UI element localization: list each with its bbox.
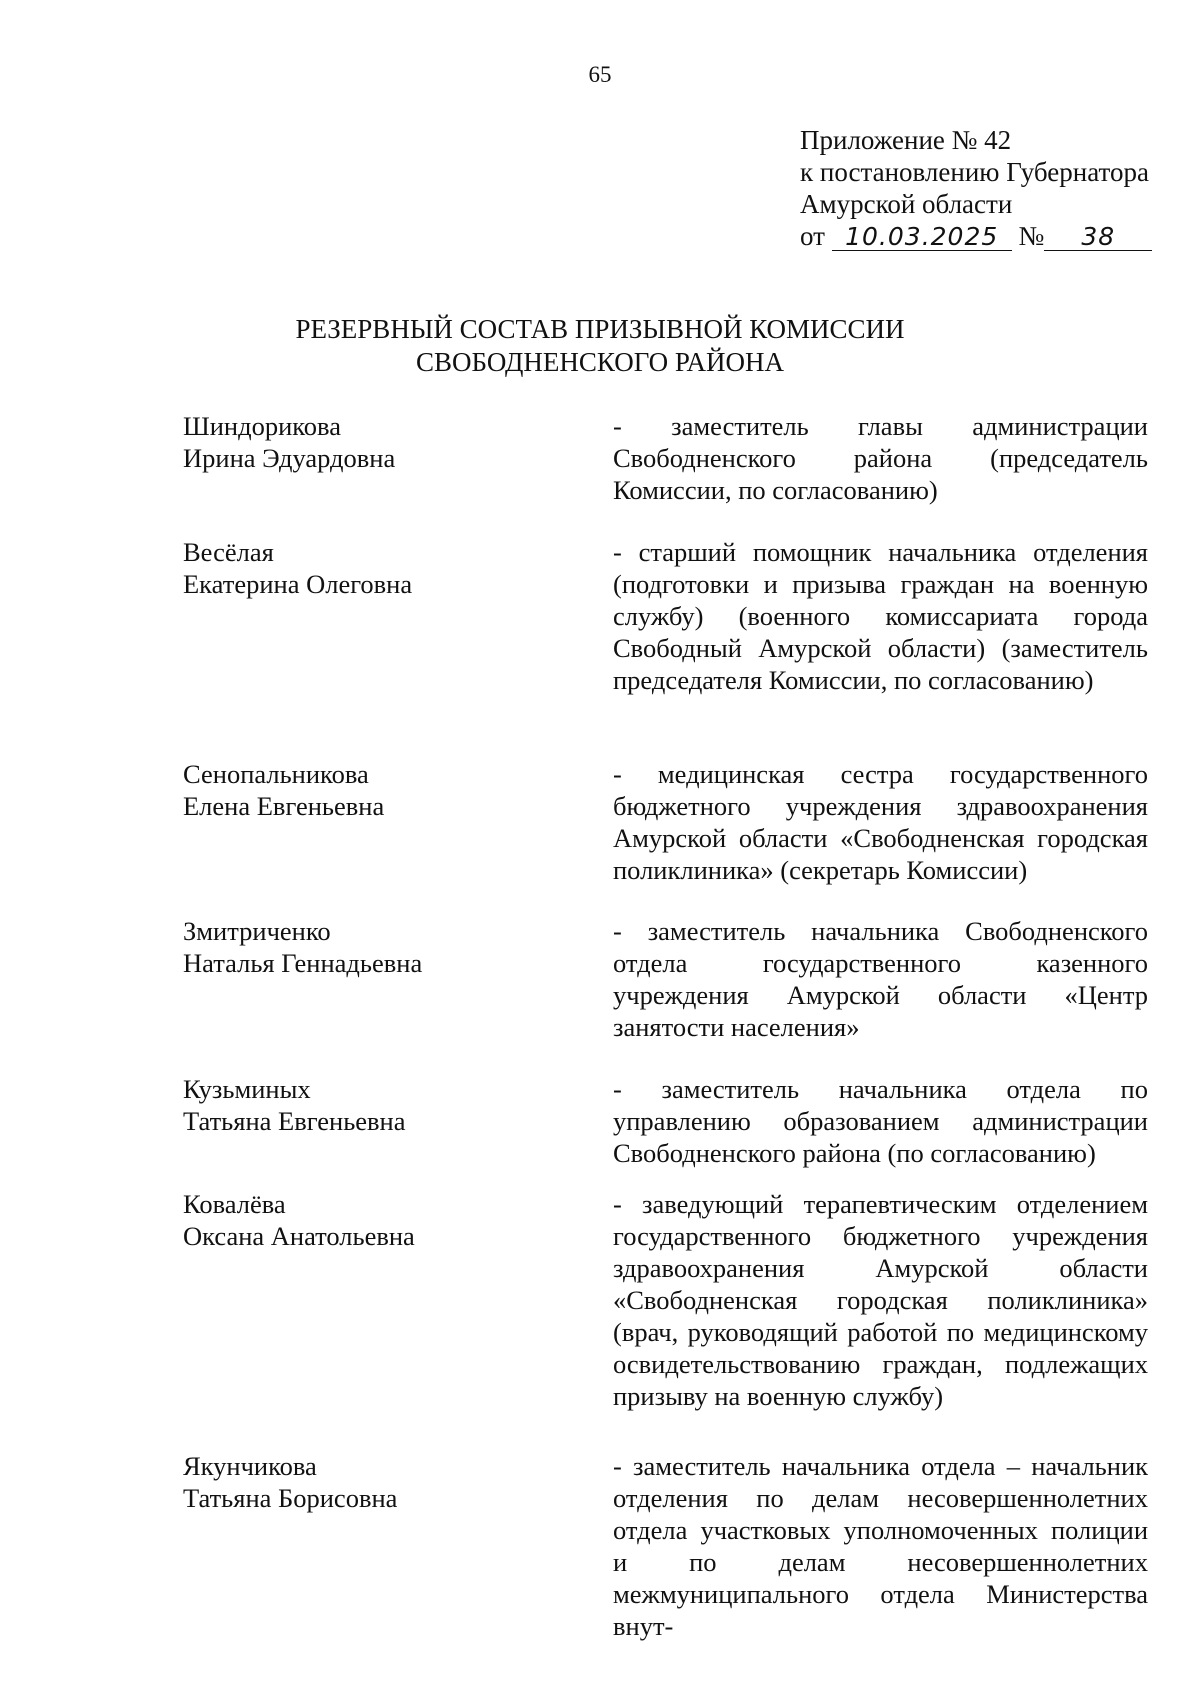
date-prefix: от — [800, 221, 825, 251]
title-line-1: РЕЗЕРВНЫЙ СОСТАВ ПРИЗЫВНОЙ КОМИССИИ — [295, 314, 905, 344]
member-role: - заместитель начальника Свободненского отдела государственного казенного учреждения Амурской области «Центр занятости населения» — [613, 916, 1148, 1042]
member-given-name: Татьяна Евгеньевна — [183, 1106, 406, 1136]
member-entry — [183, 1450, 1148, 1650]
page-number: 65 — [588, 62, 612, 87]
member-name — [183, 758, 613, 915]
appendix-line-3: Амурской области — [800, 189, 1013, 219]
member-name — [183, 1450, 613, 1650]
member-surname: Якунчикова — [183, 1451, 317, 1481]
member-surname: Кузьминых — [183, 1074, 311, 1104]
member-name — [183, 1073, 613, 1188]
member-entry — [183, 410, 1148, 536]
member-given-name: Оксана Анатольевна — [183, 1221, 415, 1251]
member-name — [183, 410, 613, 536]
appendix-date-line — [800, 220, 1160, 252]
member-given-name: Татьяна Борисовна — [183, 1483, 398, 1513]
document-title — [0, 313, 1200, 379]
member-entry — [183, 915, 1148, 1073]
member-given-name: Екатерина Олеговна — [183, 569, 413, 599]
member-role: - заместитель начальника отдела по управлению образованием администрации Свободненского района (по согласованию) — [613, 1074, 1148, 1168]
member-given-name: Ирина Эдуардовна — [183, 443, 396, 473]
member-role: - заместитель начальника отдела – начальник отделения по делам несовершеннолетних отдела участковых уполномоченных полиции и по делам несовершеннолетних межмуниципального отдела Министерства внут- — [613, 1451, 1148, 1641]
handwritten-date: 10.03.2025 — [832, 224, 1012, 251]
member-role: - заместитель главы администрации Свободненского района (председатель Комиссии, по согласованию) — [613, 411, 1148, 505]
member-given-name: Елена Евгеньевна — [183, 791, 385, 821]
member-entry — [183, 1188, 1148, 1450]
member-surname: Змитриченко — [183, 916, 331, 946]
members-list — [183, 410, 1148, 1650]
member-surname: Ковалёва — [183, 1189, 286, 1219]
member-role: - медицинская сестра государственного бюджетного учреждения здравоохранения Амурской области «Свободненская городская поликлиника» (секретарь Комиссии) — [613, 759, 1148, 885]
appendix-line-1: Приложение № 42 — [800, 125, 1012, 155]
appendix-line-2: к постановлению Губернатора — [800, 157, 1149, 187]
member-role: - заведующий терапевтическим отделением государственного бюджетного учреждения здравоохранения Амурской области «Свободненская городская поликлиника» (врач, руководящий работой по медицинскому освидетельствованию граждан, подлежащих призыву на военную службу) — [613, 1189, 1148, 1411]
member-surname: Весёлая — [183, 537, 274, 567]
member-entry — [183, 1073, 1148, 1188]
title-line-2: СВОБОДНЕНСКОГО РАЙОНА — [416, 347, 784, 377]
number-prefix: № — [1018, 221, 1045, 251]
member-role: - старший помощник начальника отделения (подготовки и призыва граждан на военную службу) (военного комиссариата города Свободный Амурской области) (заместитель председателя Комиссии, по согласованию) — [613, 537, 1148, 695]
member-entry — [183, 536, 1148, 758]
member-given-name: Наталья Геннадьевна — [183, 948, 423, 978]
appendix-block — [800, 124, 1160, 252]
member-name — [183, 1188, 613, 1450]
member-entry — [183, 758, 1148, 915]
handwritten-number: 38 — [1044, 224, 1152, 251]
member-name — [183, 915, 613, 1073]
member-surname: Шиндорикова — [183, 411, 341, 441]
member-name — [183, 536, 613, 758]
member-surname: Сенопальникова — [183, 759, 369, 789]
